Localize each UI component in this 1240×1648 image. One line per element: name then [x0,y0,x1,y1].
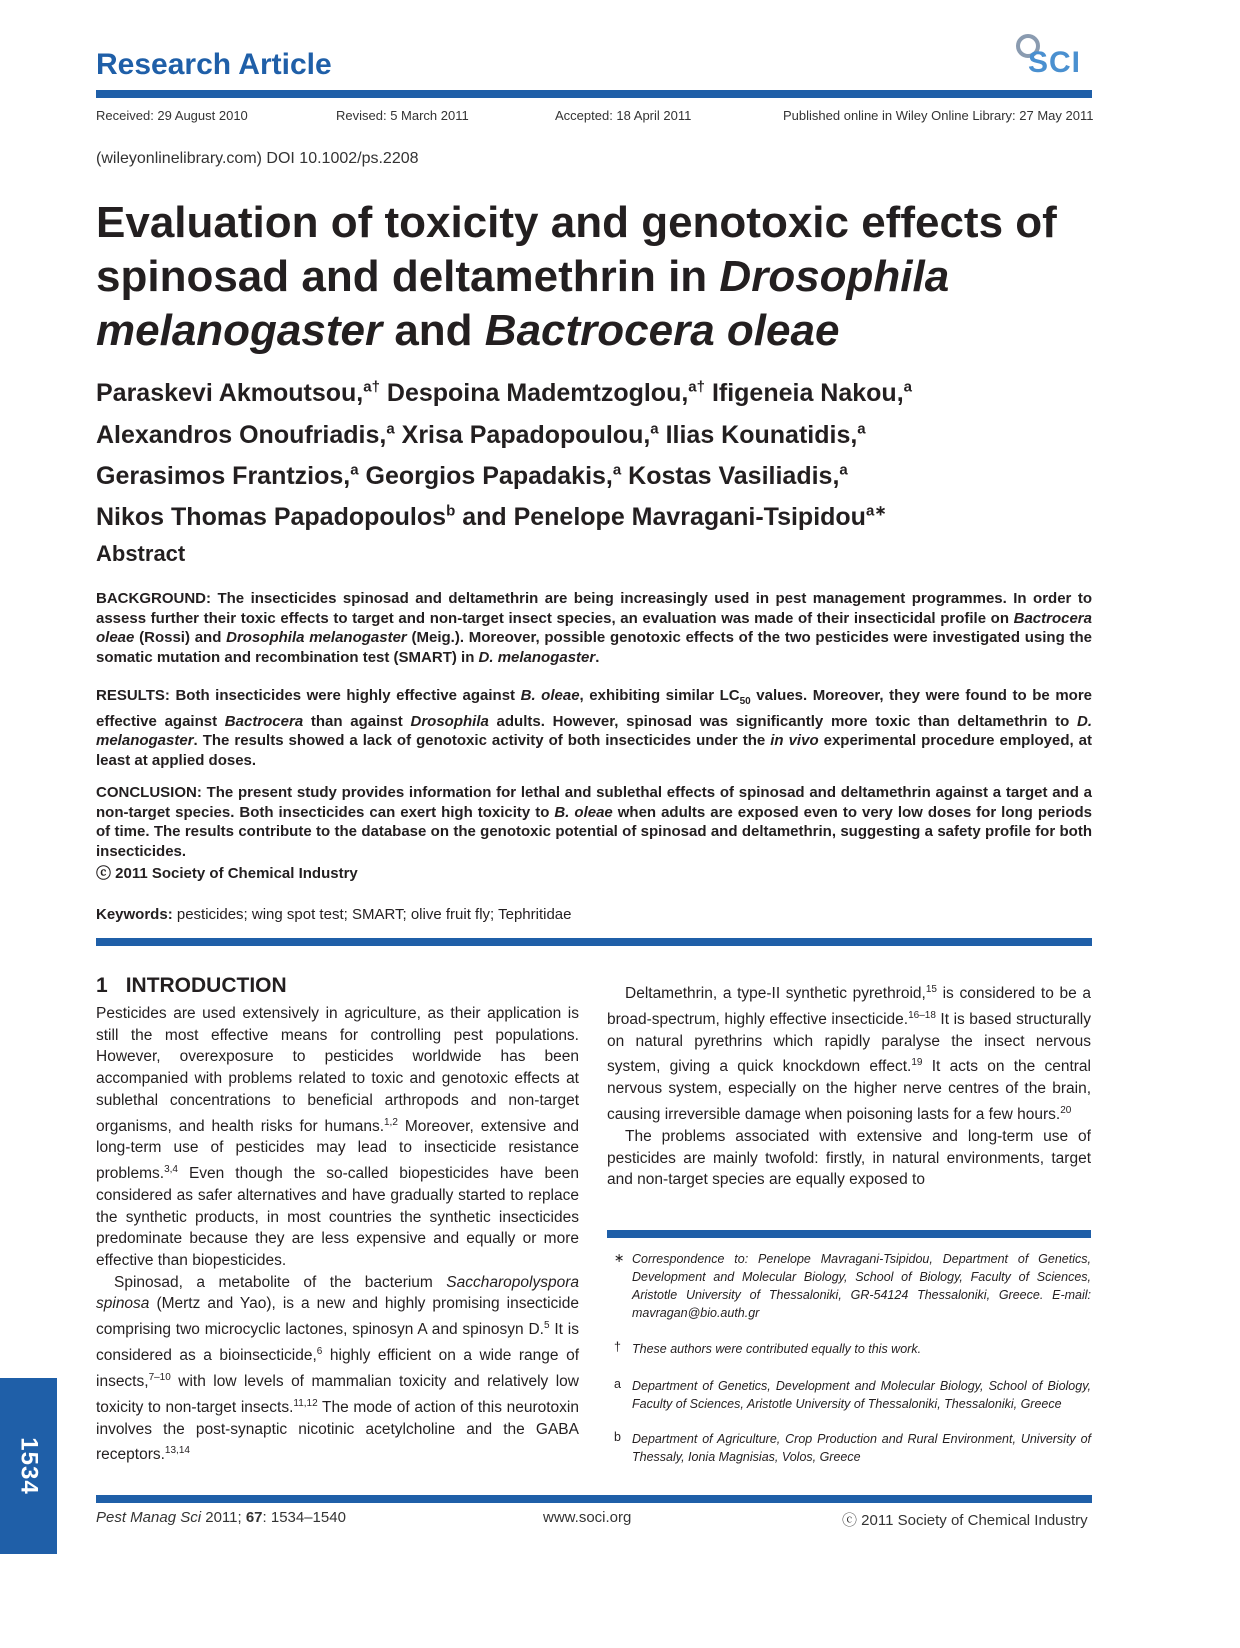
published-date: Published online in Wiley Online Library: 27 May 2011 [783,108,1094,123]
footer-rule [96,1495,1092,1503]
section-heading: 1 INTRODUCTION [96,974,287,997]
footnote-affiliation-b: Department of Agriculture, Crop Production and Rural Environment, University of Thessaly, Ionia Magnisias, Volos, Greece [632,1432,1091,1464]
sci-logo [1012,32,1092,82]
author: Ilias Kounatidis,$^a$ [665,420,866,449]
abstract-results: RESULTS: Both insecticides were highly effective against B. oleae, exhibiting similar $LC_{50}$ values. Moreover, they were found to be more effective against Bactrocera than against Drosophila adults. However, spinosad was significantly more toxic than deltamethrin to D. melanogaster. The results showed a lack of genotoxic activity of both insecticides under the in vivo experimental procedure employed, at least at applied doses. [96,687,1093,769]
author: Paraskevi Akmoutsou,$^{a\dagger}$ [96,379,380,408]
header-rule [96,90,1092,98]
keywords: Keywords: pesticides; wing spot test; SMART; olive fruit fly; Tephritidae [96,906,572,923]
author: Georgios Papadakis,$^a$ [365,461,622,490]
footnote-correspondence: Correspondence to: Penelope Mavragani-Tsipidou, Department of Genetics, Development and Molecular Biology, School of Biology, Faculty of Sciences, Aristotle University of Thessaloniki, GR-54124 Thessaloniki, Greece. E-mail: mavragan@bio.auth.gr [632,1252,1091,1320]
website-link[interactable]: www.soci.org [543,1509,632,1526]
author: and Penelope Mavragani-Tsipidou$^{a∗}$ [462,502,887,532]
article-title: Evaluation of toxicity and genotoxic effects of spinosad and deltamethrin in Drosophila melanogaster and Bactrocera oleae [96,198,1057,355]
journal-citation: Pest Manag Sci 2011; 67: 1534–1540 [96,1509,346,1526]
author: Kostas Vasiliadis,$^a$ [628,461,848,490]
right-column [607,979,1091,1191]
paragraph: Deltamethrin, a type-II synthetic pyrethroid,$^{15}$ is considered to be a broad-spectrum, highly effective insecticide.$^{16-18}$ It is based structurally on natural pyrethrins which rapidly paralyse the insect nervous system, giving a quick knockdown effect.$^{19}$ It acts on the central nervous system, especially on the higher nerve centres of the brain, causing irreversible damage when poisoning lasts for a few hours.$^{20}$ [607,984,1091,1124]
article-type-label: Research Article [96,48,332,81]
page-number: 1534 [15,1437,43,1495]
footnote-mark: b [614,1430,621,1444]
abstract-conclusion: CONCLUSION: The present study provides information for lethal and sublethal effects of spinosad and deltamethrin against a target and a non-target species. Both insecticides can exert high toxicity to B. oleae when adults are exposed even to very low doses for long periods of time. The results contribute to the database on the genotoxic potential of spinosad and deltamethrin, suggesting a safety profile for both insecticides. [96,784,1092,860]
paragraph: Spinosad, a metabolite of the bacterium Saccharopolyspora spinosa (Mertz and Yao), is a new and highly promising insecticide comprising two microcyclic lactones, spinosyn A and spinosyn D.$^5$ It is considered as a bioinsecticide,$^6$ highly efficient on a wide range of insects,$^{7-10}$ with low levels of mammalian toxicity and relatively low toxicity to non-target insects.$^{11,12}$ The mode of action of this neurotoxin involves the post-synaptic nicotinic acetylcholine and the GABA receptors.$^{13,14}$ [96,1273,580,1464]
abstract-heading: Abstract [96,541,186,566]
author: Alexandros Onoufriadis,$^a$ [96,420,395,449]
footnote-mark: ∗ [614,1251,625,1265]
footer-copyright: ⓒ 2011 Society of Chemical Industry [842,1512,1088,1529]
abstract-copyright: ⓒ 2011 Society of Chemical Industry [96,865,358,882]
author: Xrisa Papadopoulou,$^a$ [401,420,659,449]
paragraph: Pesticides are used extensively in agriculture, as their application is still the most effective means for controlling pest populations. However, overexposure to pesticides worldwide has been accompanied with problems related to toxic and genotoxic effects at sublethal concentrations to beneficial arthropods and non-target organisms, and health risks for humans.$^{1,2}$ Moreover, extensive and long-term use of pesticides may lead to insecticide resistance problems.$^{3,4}$ Even though the so-called biopesticides have been considered as safer alternatives and have gradually started to replace the synthetic products, in most countries the synthetic insecticides predominate because they are less expensive and equally or more effective than biopesticides. [96,1005,579,1270]
author: Despoina Mademtzoglou,$^{a\dagger}$ [386,379,705,408]
author-list [96,370,1096,535]
footnote-equal-contribution: These authors were contributed equally to this work. [632,1342,922,1356]
footnote-rule [607,1230,1091,1238]
left-column [96,1003,579,1466]
revised-date: Revised: 5 March 2011 [336,108,469,123]
author: Nikos Thomas Papadopoulos$^b$ [96,502,456,532]
logo-text: SCI [1028,46,1082,79]
doi-line: (wileyonlinelibrary.com) DOI 10.1002/ps.2208 [96,150,419,167]
abstract-background: BACKGROUND: The insecticides spinosad and deltamethrin are being increasingly used in pest management programmes. In order to assess further their toxic effects to target and non-target insect species, an evaluation was made of their insecticidal profile on Bactrocera oleae (Rossi) and Drosophila melanogaster (Meig.). Moreover, possible genotoxic effects of the two pesticides were investigated using the somatic mutation and recombination test (SMART) in D. melanogaster. [96,590,1093,666]
received-date: Received: 29 August 2010 [96,108,248,123]
footnote-affiliation-a: Department of Genetics, Development and Molecular Biology, School of Biology, Faculty of Sciences, Aristotle University of Thessaloniki, Thessaloniki, Greece [632,1379,1091,1411]
section-rule [96,938,1092,946]
author: Ifigeneia Nakou,$^a$ [711,379,912,408]
page-number-tab [0,1378,57,1554]
footnote-mark: a [614,1377,621,1391]
footnote-mark: † [614,1340,621,1354]
paragraph: The problems associated with extensive and long-term use of pesticides are mainly twofold: firstly, in natural environments, target and non-target species are equally exposed to [607,1127,1091,1189]
accepted-date: Accepted: 18 April 2011 [555,108,692,123]
author: Gerasimos Frantzios,$^a$ [96,461,359,490]
